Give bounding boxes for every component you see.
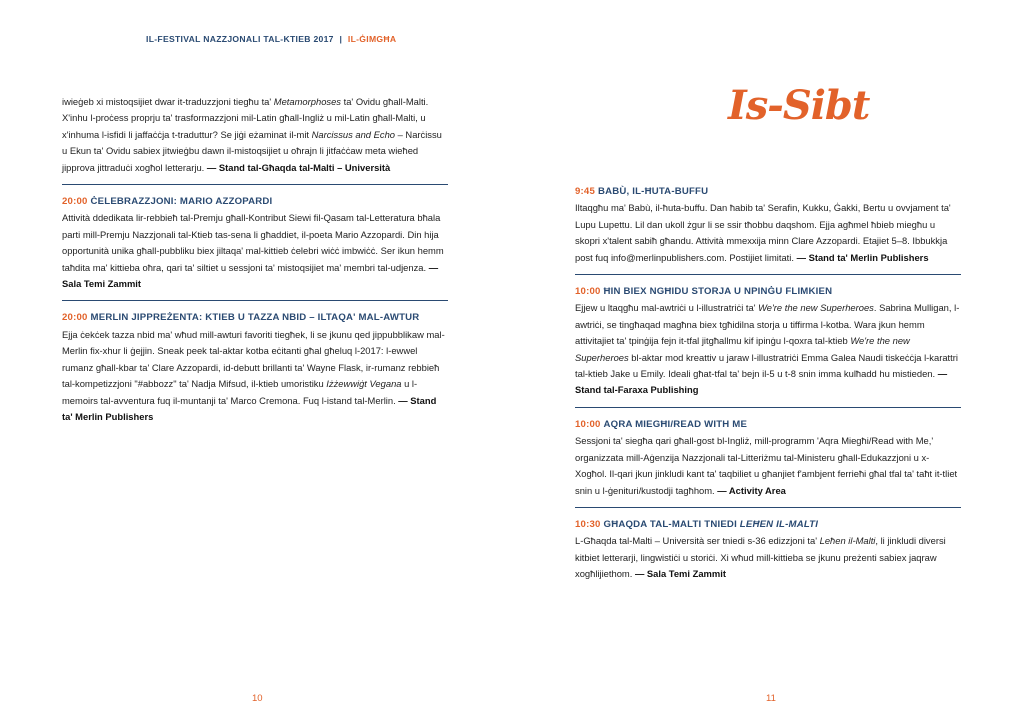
event-title-em: LEĦEN IL-MALTI (739, 518, 819, 530)
event-time: 10:30 (575, 518, 601, 530)
event-entry (575, 184, 961, 275)
body-text: Sessjoni ta' siegħa qari għall-gost bl-Ingliż, mill-programm 'Aqra Miegħi/Read with Me,' organizzata mill-Aġenzija Nazzjonali tal-Litteriżmu tal-Ministeru għall-Edukazzjoni u x-Xogħol. Il-qari jkun jinkludi kant ta' taqbiliet u għanjiet f'ambjent ferrieħi għal tfal ta' taħt it-tliet snin u l-ġenituri/kustodji tagħhom. (575, 435, 958, 496)
book-title: We're the new Superheroes (758, 302, 874, 314)
book-title: Leħen il-Malti (819, 535, 876, 547)
venue: — Activity Area (717, 484, 786, 496)
event-title-text: GĦAQDA TAL-MALTI TNIEDI (603, 518, 740, 530)
body-text: Iltaqgħu ma' Babù, il-ħuta-buffu. Dan ħabib ta' Serafin, Kukku, Ġakki, Bertu u ovvjament ta' Lupu Lupettu. Lil dan ukoll żgur li se ssir tħobbu daqshom. Ejja agħmel ħbieb miegħu u skopri x'talent sabiħ għandu. Attività mmexxija minn Clare Azzopardi. Etajiet 5–8. Ibbukkja post fuq info@merlinpublishers.com. Postijiet limitati. (575, 202, 951, 263)
body-text: L-Għaqda tal-Malti – Università ser tniedi s-36 edizzjoni ta' (575, 535, 820, 547)
venue: — Stand tal-Għaqda tal-Malti – Università (206, 161, 391, 173)
left-page-column (62, 94, 448, 442)
event-title (62, 310, 448, 326)
event-entry (575, 517, 961, 591)
book-title: Iżżewwiġt Vegana (326, 378, 402, 390)
event-title-text: ĊELEBRAZZJONI: MARIO AZZOPARDI (90, 196, 273, 208)
book-title: Narcissus and Echo (311, 128, 395, 140)
day-heading: Is-Sibt (728, 82, 870, 129)
event-time: 10:00 (575, 286, 601, 298)
event-title (575, 417, 961, 433)
page-number-right: 11 (766, 693, 776, 704)
event-body (575, 533, 961, 582)
book-title: We're the new Superheroes (575, 335, 910, 363)
event-title-text: MERLIN JIPPREŻENTA: KTIEB U TAZZA NBID – ILTAQA' MAL-AWTUR (90, 312, 420, 324)
header-separator: | (339, 34, 343, 44)
venue: — Sala Temi Zammit (634, 568, 726, 580)
event-body (62, 327, 448, 425)
book-title: Metamorphoses (273, 96, 341, 107)
body-text: iwieġeb xi mistoqsijiet dwar it-traduzzjoni tiegħu ta' (62, 96, 274, 107)
venue: — Stand tal-Faraxa Publishing (575, 368, 948, 396)
body-text: Attività ddedikata lir-rebbieħ tal-Premju għall-Kontribut Siewi fil-Qasam tal-Letteratura bħala parti mill-Premju Nazzjonali tal-Ktieb tas-sena li għaddiet, il-poeta Mario Azzopardi. Din hija opportunità unika għall-pubbliku biex jiltaqa' mal-kittieb ċelebri wiċċ imbwiċċ. Ser ikun hemm taħdita ma' kittieba oħra, qari ta' siltiet u sessjoni ta' mistoqsijiet ma' membri tal-udjenza. (62, 212, 444, 273)
event-entry (575, 284, 961, 408)
body-text: . Sabrina Mulligan, l-awtriċi, se tingħaqad magħna biex tgħidilna storja u tiffirma l-kotba. Wara jkun hemm attivitajiet ta' tpinġija fejn it-tfal jitgħallmu kif ipinġu l-qoxra tal-ktieb (575, 302, 960, 347)
body-text: Ejjew u ltaqgħu mal-awtriċi u l-illustratriċi ta' (575, 302, 759, 314)
body-text: Ejja ċekċek tazza nbid ma' wħud mill-awturi favoriti tiegħek, li se jkunu qed jippubblikaw mal-Merlin fix-xhur li ġejjin. Sneak peek tal-aktar kotba eċitanti għal għeluq l-2017: l-ewwel rumanz għall-kbar ta' Clare Azzopardi, id-debutt brillanti ta' Wayne Flask, ir-rumanz rebbieħ tal-kompetizzjoni "#abbozz" ta' Nadja Mifsud, il-ktieb umoristiku (62, 328, 445, 390)
venue: — Sala Temi Zammit (62, 261, 439, 290)
continued-body (62, 94, 448, 176)
venue: — Stand ta' Merlin Publishers (62, 394, 437, 422)
event-entry (575, 417, 961, 508)
event-body (575, 433, 961, 499)
continued-entry (62, 94, 448, 185)
event-body (62, 210, 448, 292)
body-text: u l-memoirs tal-avventura fuq il-muntanji ta' Marco Cremona. Fuq l-istand tal-Merlin. (62, 378, 418, 406)
event-title (575, 284, 961, 300)
event-body (575, 200, 961, 266)
right-page-column (575, 184, 961, 600)
event-entry (62, 194, 448, 301)
event-title (575, 184, 961, 200)
event-time: 20:00 (62, 196, 88, 208)
event-title (62, 194, 448, 210)
body-text: – Narċissu u Ekun ta' Ovidu sabiex jitwieġbu dawn il-mistoqsijiet u oħrajn li jitfaċċaw meta wieħed jipprova jittraduċi xogħol letterarju. (62, 128, 442, 173)
running-header (146, 34, 396, 44)
page-number-left: 10 (252, 693, 263, 704)
event-time: 9:45 (575, 186, 596, 197)
event-time: 20:00 (62, 312, 88, 324)
header-day: IL-ĠIMGĦA (347, 34, 397, 44)
event-title-text: AQRA MIEGĦI/READ WITH ME (603, 418, 748, 430)
festival-name: IL-FESTIVAL NAZZJONALI TAL-KTIEB 2017 (146, 34, 334, 44)
event-title-text: ĦIN BIEX NGĦIDU STORJA U NPINĠU FLIMKIEN (603, 286, 833, 298)
venue: — Stand ta' Merlin Publishers (796, 251, 929, 263)
event-body (575, 300, 961, 398)
event-title-text: BABÙ, IL-ĦUTA-BUFFU (598, 186, 709, 197)
body-text: ta' Ovidu għall-Malti. X'inhu l-proċess proprju ta' trasformazzjoni mil-Latin għall-Ingliż u mil-Latin għall-Malti, u x'inhuma l-isfidi li jaffaċċja t-traduttur? Se jiġi eżaminat il-mit (62, 96, 429, 140)
event-title (575, 517, 961, 533)
event-entry (62, 310, 448, 433)
body-text: bl-aktar mod kreattiv u jaraw l-illustratriċi Emma Galea Naudi tiskeċċja l-karattri tal-ktieb Jake u Emily. Ideali għat-tfal ta' bejn il-5 u t-8 snin imma kulħadd hu mistieden. (575, 351, 958, 380)
body-text: , li jinkludi diversi kitbiet letterarji, lingwistiċi u storiċi. Xi wħud mill-kittieba se jkunu preżenti sabiex jaqraw xogħlijiethom. (575, 535, 946, 580)
event-time: 10:00 (575, 418, 601, 430)
